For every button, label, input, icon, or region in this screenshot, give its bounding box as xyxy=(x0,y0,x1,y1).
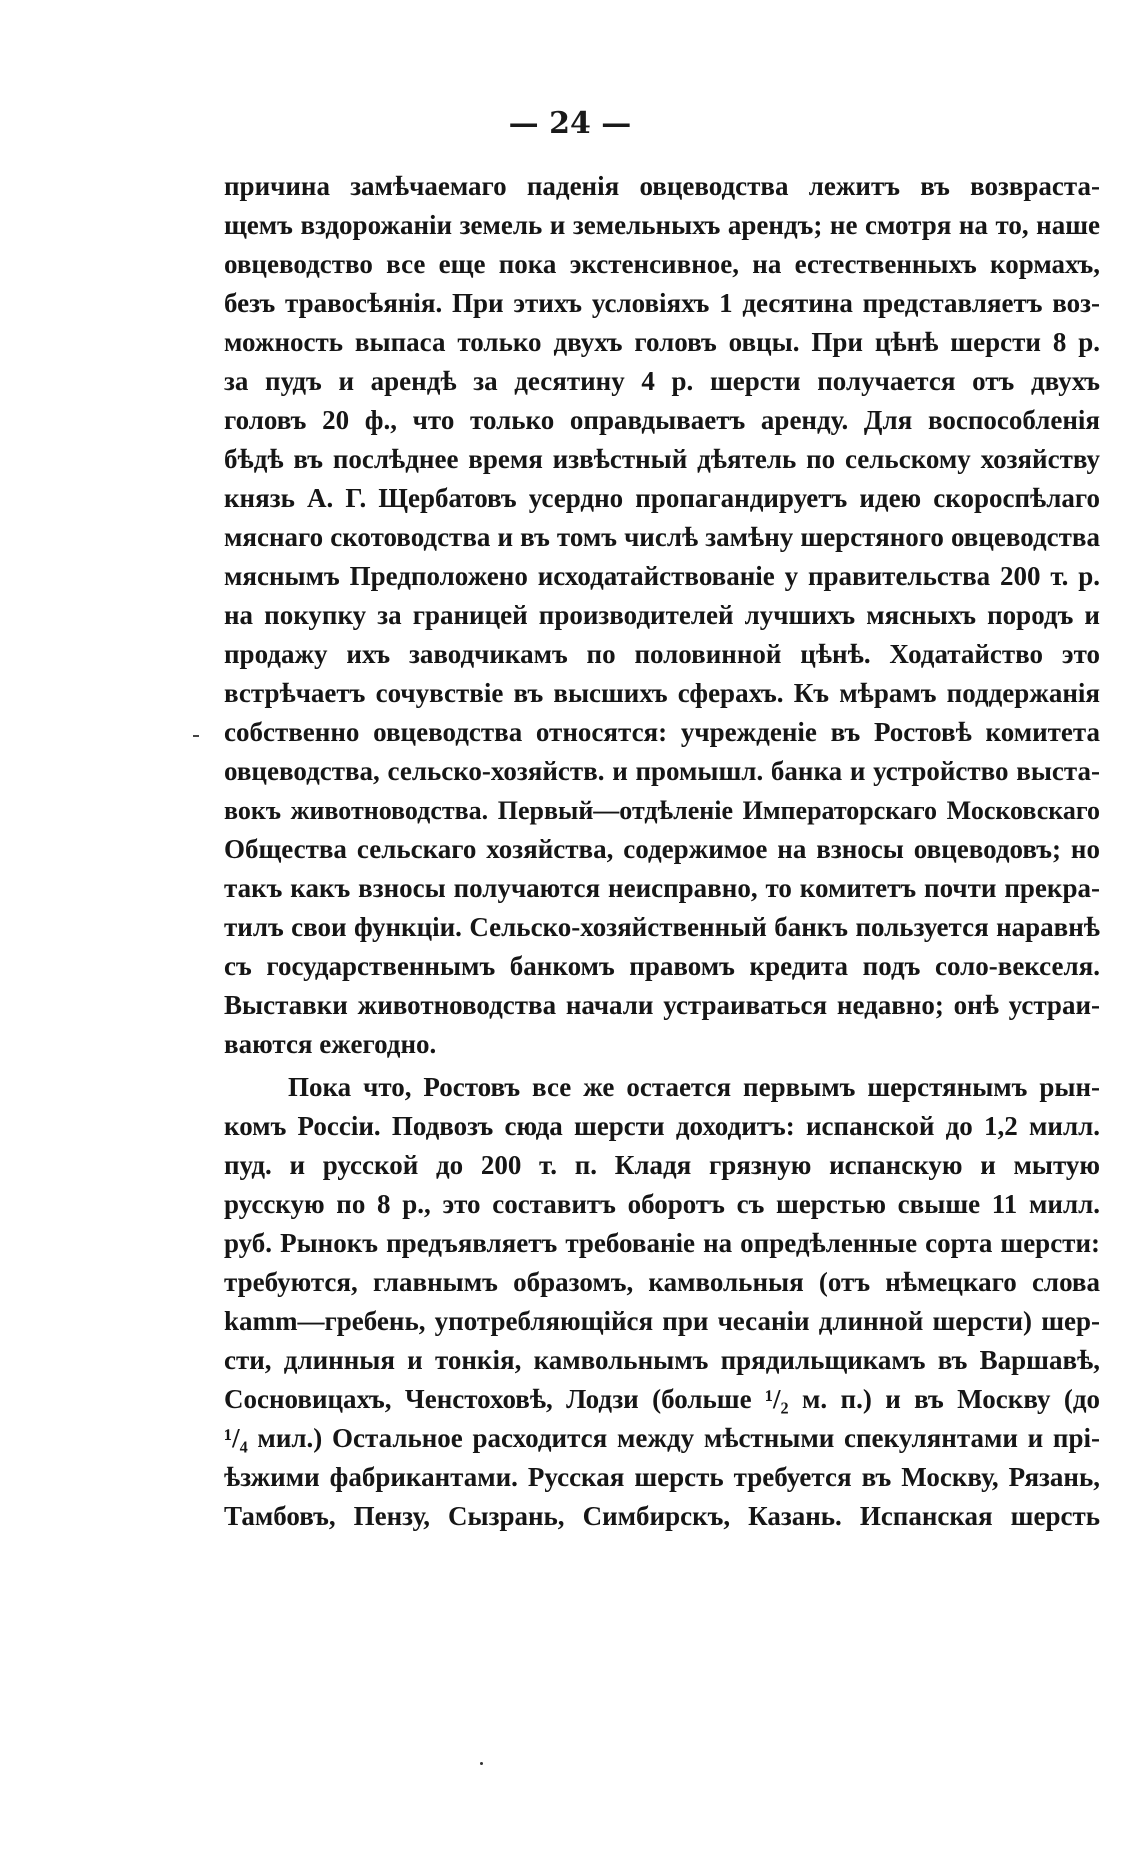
text-line: встрѣчаетъ сочувствіе въ высшихъ сферахъ. Къ мѣрамъ поддержанія xyxy=(224,678,1100,708)
text-line: безъ травосѣянія. При этихъ условіяхъ 1 десятина представляетъ воз- xyxy=(224,288,1100,318)
text-line: бѣдѣ въ послѣднее время извѣстный дѣятель по сельскому хозяйству xyxy=(224,444,1100,474)
text-line: съ государственнымъ банкомъ правомъ кредита подъ соло-векселя. xyxy=(224,951,1100,981)
text-line: на покупку за границей производителей лучшихъ мясныхъ породъ и xyxy=(224,600,1100,630)
text-line: Пока что, Ростовъ все же остается первымъ шерстянымъ рын- xyxy=(288,1072,1100,1102)
margin-mark xyxy=(193,735,199,737)
text-line: головъ 20 ф., что только оправдываетъ аренду. Для воспособленія xyxy=(224,405,1100,435)
page-number: — 24 — xyxy=(508,106,632,141)
text-line: русскую по 8 р., это составитъ оборотъ съ шерстью свыше 11 милл. xyxy=(224,1189,1100,1219)
text-line: мяснаго скотоводства и въ томъ числѣ замѣну шерстяного овцеводства xyxy=(224,522,1100,552)
text-line: причина замѣчаемаго паденія овцеводства лежитъ въ возвраста- xyxy=(224,171,1100,201)
text-line: пуд. и русской до 200 т. п. Кладя грязную испанскую и мытую xyxy=(224,1150,1100,1180)
text-line: мяснымъ Предположено исходатайствованіе у правительства 200 т. р. xyxy=(224,561,1100,591)
text-line: князь А. Г. Щербатовъ усердно пропагандируетъ идею скороспѣлаго xyxy=(224,483,1100,513)
text-line: требуются, главнымъ образомъ, камвольныя (отъ нѣмецкаго слова xyxy=(224,1267,1100,1297)
text-line: сти, длинныя и тонкія, камвольнымъ прядильщикамъ въ Варшавѣ, xyxy=(224,1345,1100,1375)
text-line: щемъ вздорожаніи земель и земельныхъ арендъ; не смотря на то, наше xyxy=(224,210,1100,240)
text-line: вокъ животноводства. Первый—отдѣленіе Императорскаго Московскаго xyxy=(224,796,1100,825)
text-line: комъ Россіи. Подвозъ сюда шерсти доходитъ: испанской до 1,2 милл. xyxy=(224,1111,1100,1141)
text-line: можность выпаса только двухъ головъ овцы. При цѣнѣ шерсти 8 р. xyxy=(224,327,1100,357)
page-speck xyxy=(480,1762,483,1765)
text-line: ваются ежегодно. xyxy=(224,1029,437,1059)
text-line: за пудъ и арендѣ за десятину 4 р. шерсти получается отъ двухъ xyxy=(224,366,1100,396)
text-line: ¹/₄ мил.) Остальное расходится между мѣстными спекулянтами и прі- xyxy=(224,1423,1100,1453)
text-line: Тамбовъ, Пензу, Сызрань, Симбирскъ, Казань. Испанская шерсть xyxy=(224,1501,1100,1531)
text-line: собственно овцеводства относятся: учрежденіе въ Ростовѣ комитета xyxy=(224,717,1100,747)
text-line: такъ какъ взносы получаются неисправно, то комитетъ почти прекра- xyxy=(224,873,1100,903)
text-line: kamm—гребень, употребляющійся при чесаніи длинной шерсти) шер- xyxy=(224,1306,1100,1336)
text-line: Сосновицахъ, Ченстоховѣ, Лодзи (больше ¹/₂ м. п.) и въ Москву (до xyxy=(224,1384,1100,1414)
body-text xyxy=(224,167,1100,1536)
text-line: овцеводства, сельско-хозяйств. и промышл. банка и устройство выста- xyxy=(224,756,1100,786)
text-line: Общества сельскаго хозяйства, содержимое на взносы овцеводовъ; но xyxy=(224,834,1100,864)
text-line: овцеводство все еще пока экстенсивное, на естественныхъ кормахъ, xyxy=(224,249,1100,279)
text-line: ѣзжими фабрикантами. Русская шерсть требуется въ Москву, Рязань, xyxy=(224,1462,1100,1492)
text-line: тилъ свои функціи. Сельско-хозяйственный банкъ пользуется наравнѣ xyxy=(224,912,1100,942)
text-line: руб. Рынокъ предъявляетъ требованіе на опредѣленные сорта шерсти: xyxy=(224,1228,1100,1258)
text-line: продажу ихъ заводчикамъ по половинной цѣнѣ. Ходатайство это xyxy=(224,639,1100,669)
text-line: Выставки животноводства начали устраиваться недавно; онѣ устраи- xyxy=(224,990,1100,1020)
